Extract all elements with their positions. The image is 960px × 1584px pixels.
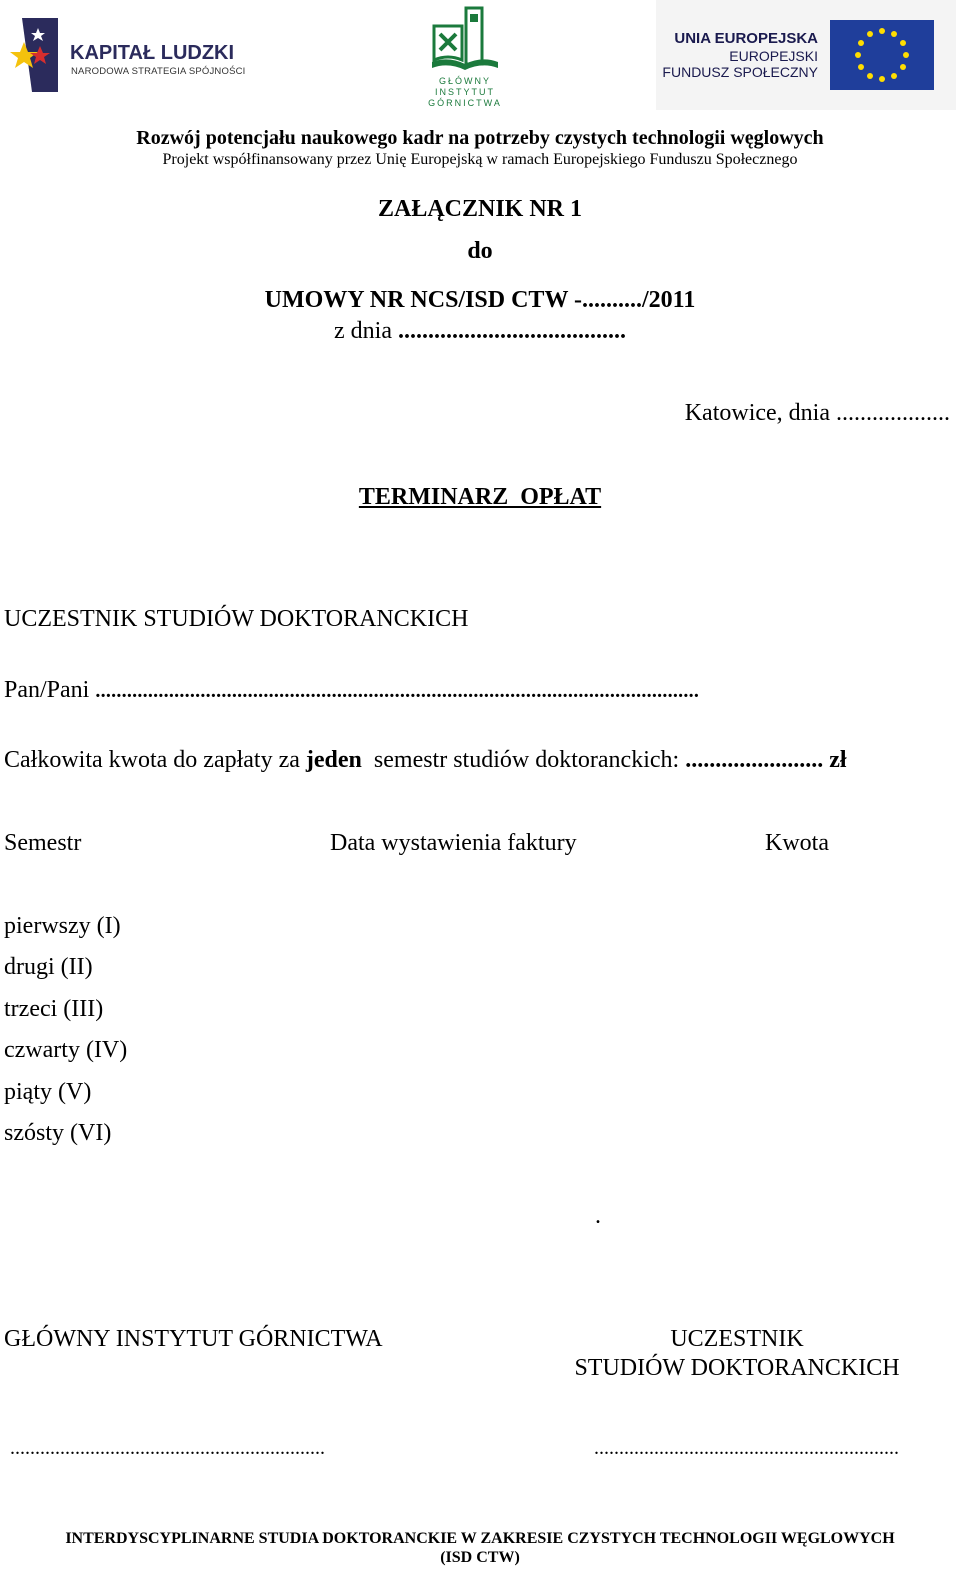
contract-number: UMOWY NR NCS/ISD CTW -........../2011 <box>264 287 696 313</box>
header-semestr: Semestr <box>4 830 82 856</box>
contract-date <box>0 318 960 345</box>
header-kwota: Kwota <box>765 830 829 856</box>
name-dots: ................................................................................................................... <box>95 680 700 702</box>
kl-title: KAPITAŁ LUDZKI <box>70 42 235 64</box>
annex-title: ZAŁĄCZNIK NR 1 <box>377 196 583 222</box>
table-row: szósty (VI) <box>4 1120 112 1146</box>
document-title <box>0 484 960 511</box>
amount-text-2: semestr studiów doktoranckich: <box>361 747 686 773</box>
place-date: Katowice, dnia ................... <box>684 400 950 426</box>
footer-line-1: INTERDYSCYPLINARNE STUDIA DOKTORANCKIE W ZAKRESIE CZYSTYCH TECHNOLOGII WĘGLOWYCH <box>65 1530 895 1547</box>
git-line-2: INSTYTUT <box>435 87 495 97</box>
footer-line-2: (ISD CTW) <box>440 1549 520 1566</box>
mine-tower-icon <box>428 4 502 74</box>
name-line <box>4 677 699 704</box>
contract-date-dots: ...................................... <box>397 318 626 344</box>
eu-logo <box>656 0 956 110</box>
git-line-1: GŁÓWNY <box>438 76 491 86</box>
eu-flag-icon <box>830 20 934 90</box>
contract-date-prefix: z dnia <box>334 318 398 344</box>
kapital-ludzki-logo <box>10 16 250 94</box>
signature-right-label-1: UCZESTNIK <box>670 1326 804 1352</box>
eu-line-2: EUROPEJSKI <box>729 48 818 64</box>
star-icon <box>10 16 58 94</box>
git-logo <box>428 4 502 108</box>
signature-left-line: ............................................................... <box>10 1437 325 1459</box>
eu-line-1: UNIA EUROPEJSKA <box>674 30 818 47</box>
signature-right-line: ............................................................. <box>594 1437 899 1459</box>
amount-text-1: Całkowita kwota do zapłaty za <box>4 747 306 773</box>
participant-label: UCZESTNIK STUDIÓW DOKTORANCKICH <box>4 606 469 632</box>
document-title-text: TERMINARZ OPŁAT <box>358 484 602 510</box>
stray-dot: . <box>595 1203 601 1229</box>
amount-line <box>4 747 847 774</box>
project-title: Rozwój potencjału naukowego kadr na potrzeby czystych technologii węglowych <box>136 127 824 149</box>
git-line-3: GÓRNICTWA <box>428 98 502 108</box>
kl-subtitle: NARODOWA STRATEGIA SPÓJNOŚCI <box>71 66 246 77</box>
table-row: trzeci (III) <box>4 996 104 1022</box>
project-subtitle: Projekt współfinansowany przez Unię Europejską w ramach Europejskiego Funduszu Społecznego <box>162 151 798 168</box>
amount-unit: zł <box>823 747 847 773</box>
signature-left-label: GŁÓWNY INSTYTUT GÓRNICTWA <box>4 1326 383 1352</box>
annex-do: do <box>467 238 493 264</box>
table-row: pierwszy (I) <box>4 913 121 939</box>
amount-emphasis: jeden <box>305 747 362 773</box>
eu-line-3: FUNDUSZ SPOŁECZNY <box>662 64 818 80</box>
signature-right-label-2: STUDIÓW DOKTORANCKICH <box>574 1355 900 1381</box>
table-row: piąty (V) <box>4 1079 92 1105</box>
header-data: Data wystawienia faktury <box>330 830 577 856</box>
amount-dots: ....................... <box>685 747 824 773</box>
table-row: drugi (II) <box>4 954 93 980</box>
table-row: czwarty (IV) <box>4 1037 128 1063</box>
name-prefix: Pan/Pani <box>4 677 96 703</box>
